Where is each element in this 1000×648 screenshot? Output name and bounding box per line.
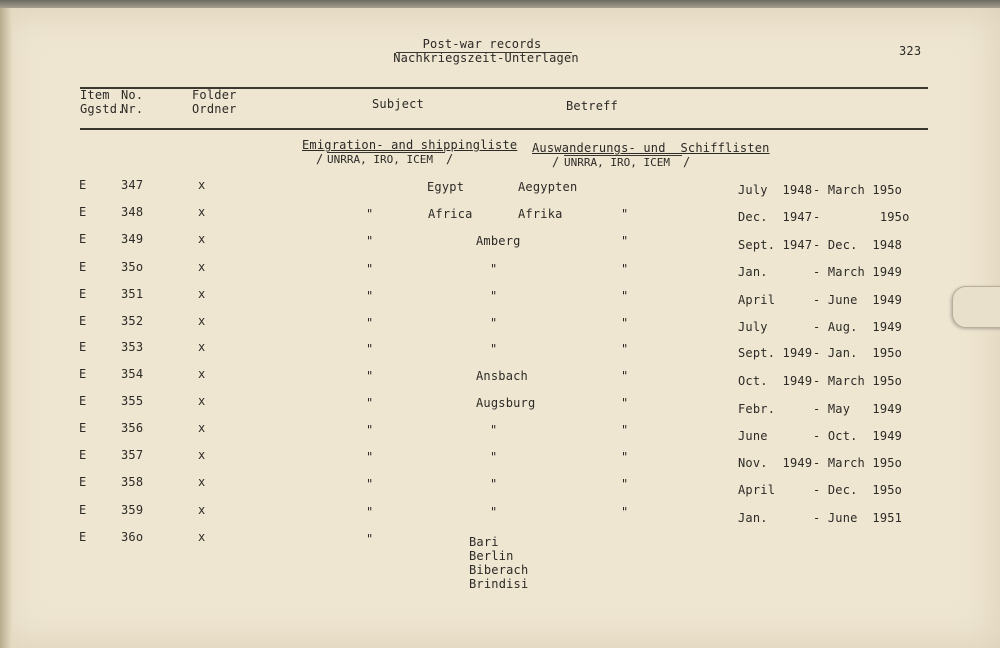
row-ditto-left: " — [366, 477, 374, 491]
section-org-de-slash-right: / — [683, 155, 691, 169]
row-date-from: Jan. — [738, 511, 768, 525]
section-org-de: UNRRA, IRO, ICEM — [564, 155, 682, 169]
row-subject: " — [490, 289, 498, 303]
row-folder-mark: x — [198, 503, 206, 517]
col-item: Item — [80, 88, 110, 102]
row-date-from: April — [738, 293, 776, 307]
row-date-from: Nov. 1949 — [738, 456, 813, 470]
row-item: E — [79, 448, 87, 462]
row-folder-mark: x — [198, 205, 206, 219]
row-date-from: April — [738, 483, 776, 497]
row-subject: Augsburg — [476, 396, 536, 410]
row-number: 347 — [121, 178, 144, 192]
row-number: 349 — [121, 232, 144, 246]
row-item: E — [79, 260, 87, 274]
row-folder-mark: x — [198, 314, 206, 328]
row-item: E — [79, 503, 87, 517]
row-subject: Ansbach — [476, 369, 528, 383]
row-item: E — [79, 232, 87, 246]
row-subject: " — [490, 316, 498, 330]
row-number: 358 — [121, 475, 144, 489]
row-number: 36o — [121, 530, 144, 544]
row-folder-mark: x — [198, 287, 206, 301]
row-date-from: July — [738, 320, 768, 334]
row-number: 35o — [121, 260, 144, 274]
row-folder-mark: x — [198, 260, 206, 274]
row-date-to: - June 1949 — [813, 293, 903, 307]
row-item: E — [79, 367, 87, 381]
row-ditto-left: " — [366, 316, 374, 330]
row-360-subject-4: Brindisi — [469, 577, 529, 591]
page-tab — [952, 286, 1000, 328]
row-ditto-right: " — [621, 423, 629, 437]
col-folder: Folder — [192, 88, 237, 102]
row-ditto-right: " — [621, 477, 629, 491]
row-number: 359 — [121, 503, 144, 517]
row-ditto-right: " — [621, 450, 629, 464]
row-subject: " — [490, 450, 498, 464]
row-item: E — [79, 314, 87, 328]
row-subject: " — [490, 477, 498, 491]
row-date-from: Febr. — [738, 402, 776, 416]
row-ditto-right: " — [621, 207, 629, 221]
page-binding-edge — [0, 8, 12, 648]
row-folder-mark: x — [198, 178, 206, 192]
header-bottom-rule — [80, 128, 928, 130]
col-folder-de: Ordner — [192, 102, 237, 116]
row-folder-mark: x — [198, 448, 206, 462]
row-date-to: - Dec. 195o — [813, 483, 903, 497]
row-item: E — [79, 475, 87, 489]
row-date-to: - March 1949 — [813, 265, 903, 279]
row-folder-mark: x — [198, 232, 206, 246]
row-ditto-right: " — [621, 289, 629, 303]
col-no: No. — [121, 88, 144, 102]
row-subject: Amberg — [476, 234, 521, 248]
col-no-de: Nr. — [121, 102, 144, 116]
row-360-subject-3: Biberach — [469, 563, 529, 577]
row-ditto-left: " — [366, 532, 374, 546]
row-ditto-right: " — [621, 234, 629, 248]
row-subject-de: Aegypten — [518, 180, 578, 194]
page-number: 323 — [899, 44, 922, 58]
row-item: E — [79, 287, 87, 301]
row-date-to: - March 195o — [813, 456, 903, 470]
row-number: 353 — [121, 340, 144, 354]
row-date-to: - March 195o — [813, 183, 903, 197]
row-ditto-left: " — [366, 262, 374, 276]
row-subject: Africa — [428, 207, 473, 221]
row-date-to: - Aug. 1949 — [813, 320, 903, 334]
row-subject: " — [490, 342, 498, 356]
row-ditto-right: " — [621, 396, 629, 410]
row-date-to: - March 195o — [813, 374, 903, 388]
row-date-from: Dec. 1947 — [738, 210, 813, 224]
row-date-from: Sept. 1947 — [738, 238, 813, 252]
row-subject: " — [490, 423, 498, 437]
row-subject: Egypt — [427, 180, 465, 194]
row-ditto-left: " — [366, 505, 374, 519]
row-date-from: Oct. 1949 — [738, 374, 813, 388]
row-item: E — [79, 205, 87, 219]
row-subject: " — [490, 505, 498, 519]
row-number: 355 — [121, 394, 144, 408]
title-de: Nachkriegszeit-Unterlagen — [393, 51, 579, 65]
row-item: E — [79, 340, 87, 354]
row-ditto-left: " — [366, 369, 374, 383]
section-title-en: Emigration- and shippingliste — [302, 138, 518, 152]
col-subject: Subject — [372, 97, 424, 111]
row-number: 348 — [121, 205, 144, 219]
title-en: Post-war records — [422, 37, 542, 51]
row-folder-mark: x — [198, 530, 206, 544]
row-ditto-left: " — [366, 342, 374, 356]
row-360-subject-1: Bari — [469, 535, 499, 549]
row-date-to: - Jan. 195o — [813, 346, 903, 360]
section-title-de: Auswanderungs- und Schifflisten — [532, 141, 770, 155]
row-item: E — [79, 530, 87, 544]
row-folder-mark: x — [198, 475, 206, 489]
section-org-en: UNRRA, IRO, ICEM — [327, 152, 445, 166]
row-folder-mark: x — [198, 340, 206, 354]
row-number: 357 — [121, 448, 144, 462]
row-date-from: Jan. — [738, 265, 768, 279]
row-date-to: - May 1949 — [813, 402, 903, 416]
row-ditto-left: " — [366, 423, 374, 437]
row-ditto-right: " — [621, 369, 629, 383]
row-ditto-right: " — [621, 342, 629, 356]
row-date-to: - Oct. 1949 — [813, 429, 903, 443]
row-date-from: July 1948 — [738, 183, 813, 197]
row-date-to: - Dec. 1948 — [813, 238, 903, 252]
section-org-en-slash-left: / — [316, 152, 324, 166]
row-folder-mark: x — [198, 367, 206, 381]
row-date-to: - 195o — [813, 210, 910, 224]
row-ditto-left: " — [366, 450, 374, 464]
row-number: 354 — [121, 367, 144, 381]
row-ditto-left: " — [366, 396, 374, 410]
col-item-de: Ggstd. — [80, 102, 125, 116]
row-number: 351 — [121, 287, 144, 301]
row-ditto-right: " — [621, 505, 629, 519]
row-date-to: - June 1951 — [813, 511, 903, 525]
col-betreff: Betreff — [566, 99, 618, 113]
row-ditto-left: " — [366, 234, 374, 248]
row-ditto-left: " — [366, 207, 374, 221]
row-item: E — [79, 421, 87, 435]
row-ditto-right: " — [621, 262, 629, 276]
row-ditto-right: " — [621, 316, 629, 330]
row-item: E — [79, 178, 87, 192]
row-number: 356 — [121, 421, 144, 435]
row-subject-de: Afrika — [518, 207, 563, 221]
section-org-de-slash-left: / — [552, 155, 560, 169]
section-org-en-slash-right: / — [446, 152, 454, 166]
row-subject: " — [490, 262, 498, 276]
row-ditto-left: " — [366, 289, 374, 303]
row-360-subject-2: Berlin — [469, 549, 514, 563]
row-folder-mark: x — [198, 394, 206, 408]
row-date-from: Sept. 1949 — [738, 346, 813, 360]
row-item: E — [79, 394, 87, 408]
row-date-from: June — [738, 429, 768, 443]
row-number: 352 — [121, 314, 144, 328]
row-folder-mark: x — [198, 421, 206, 435]
